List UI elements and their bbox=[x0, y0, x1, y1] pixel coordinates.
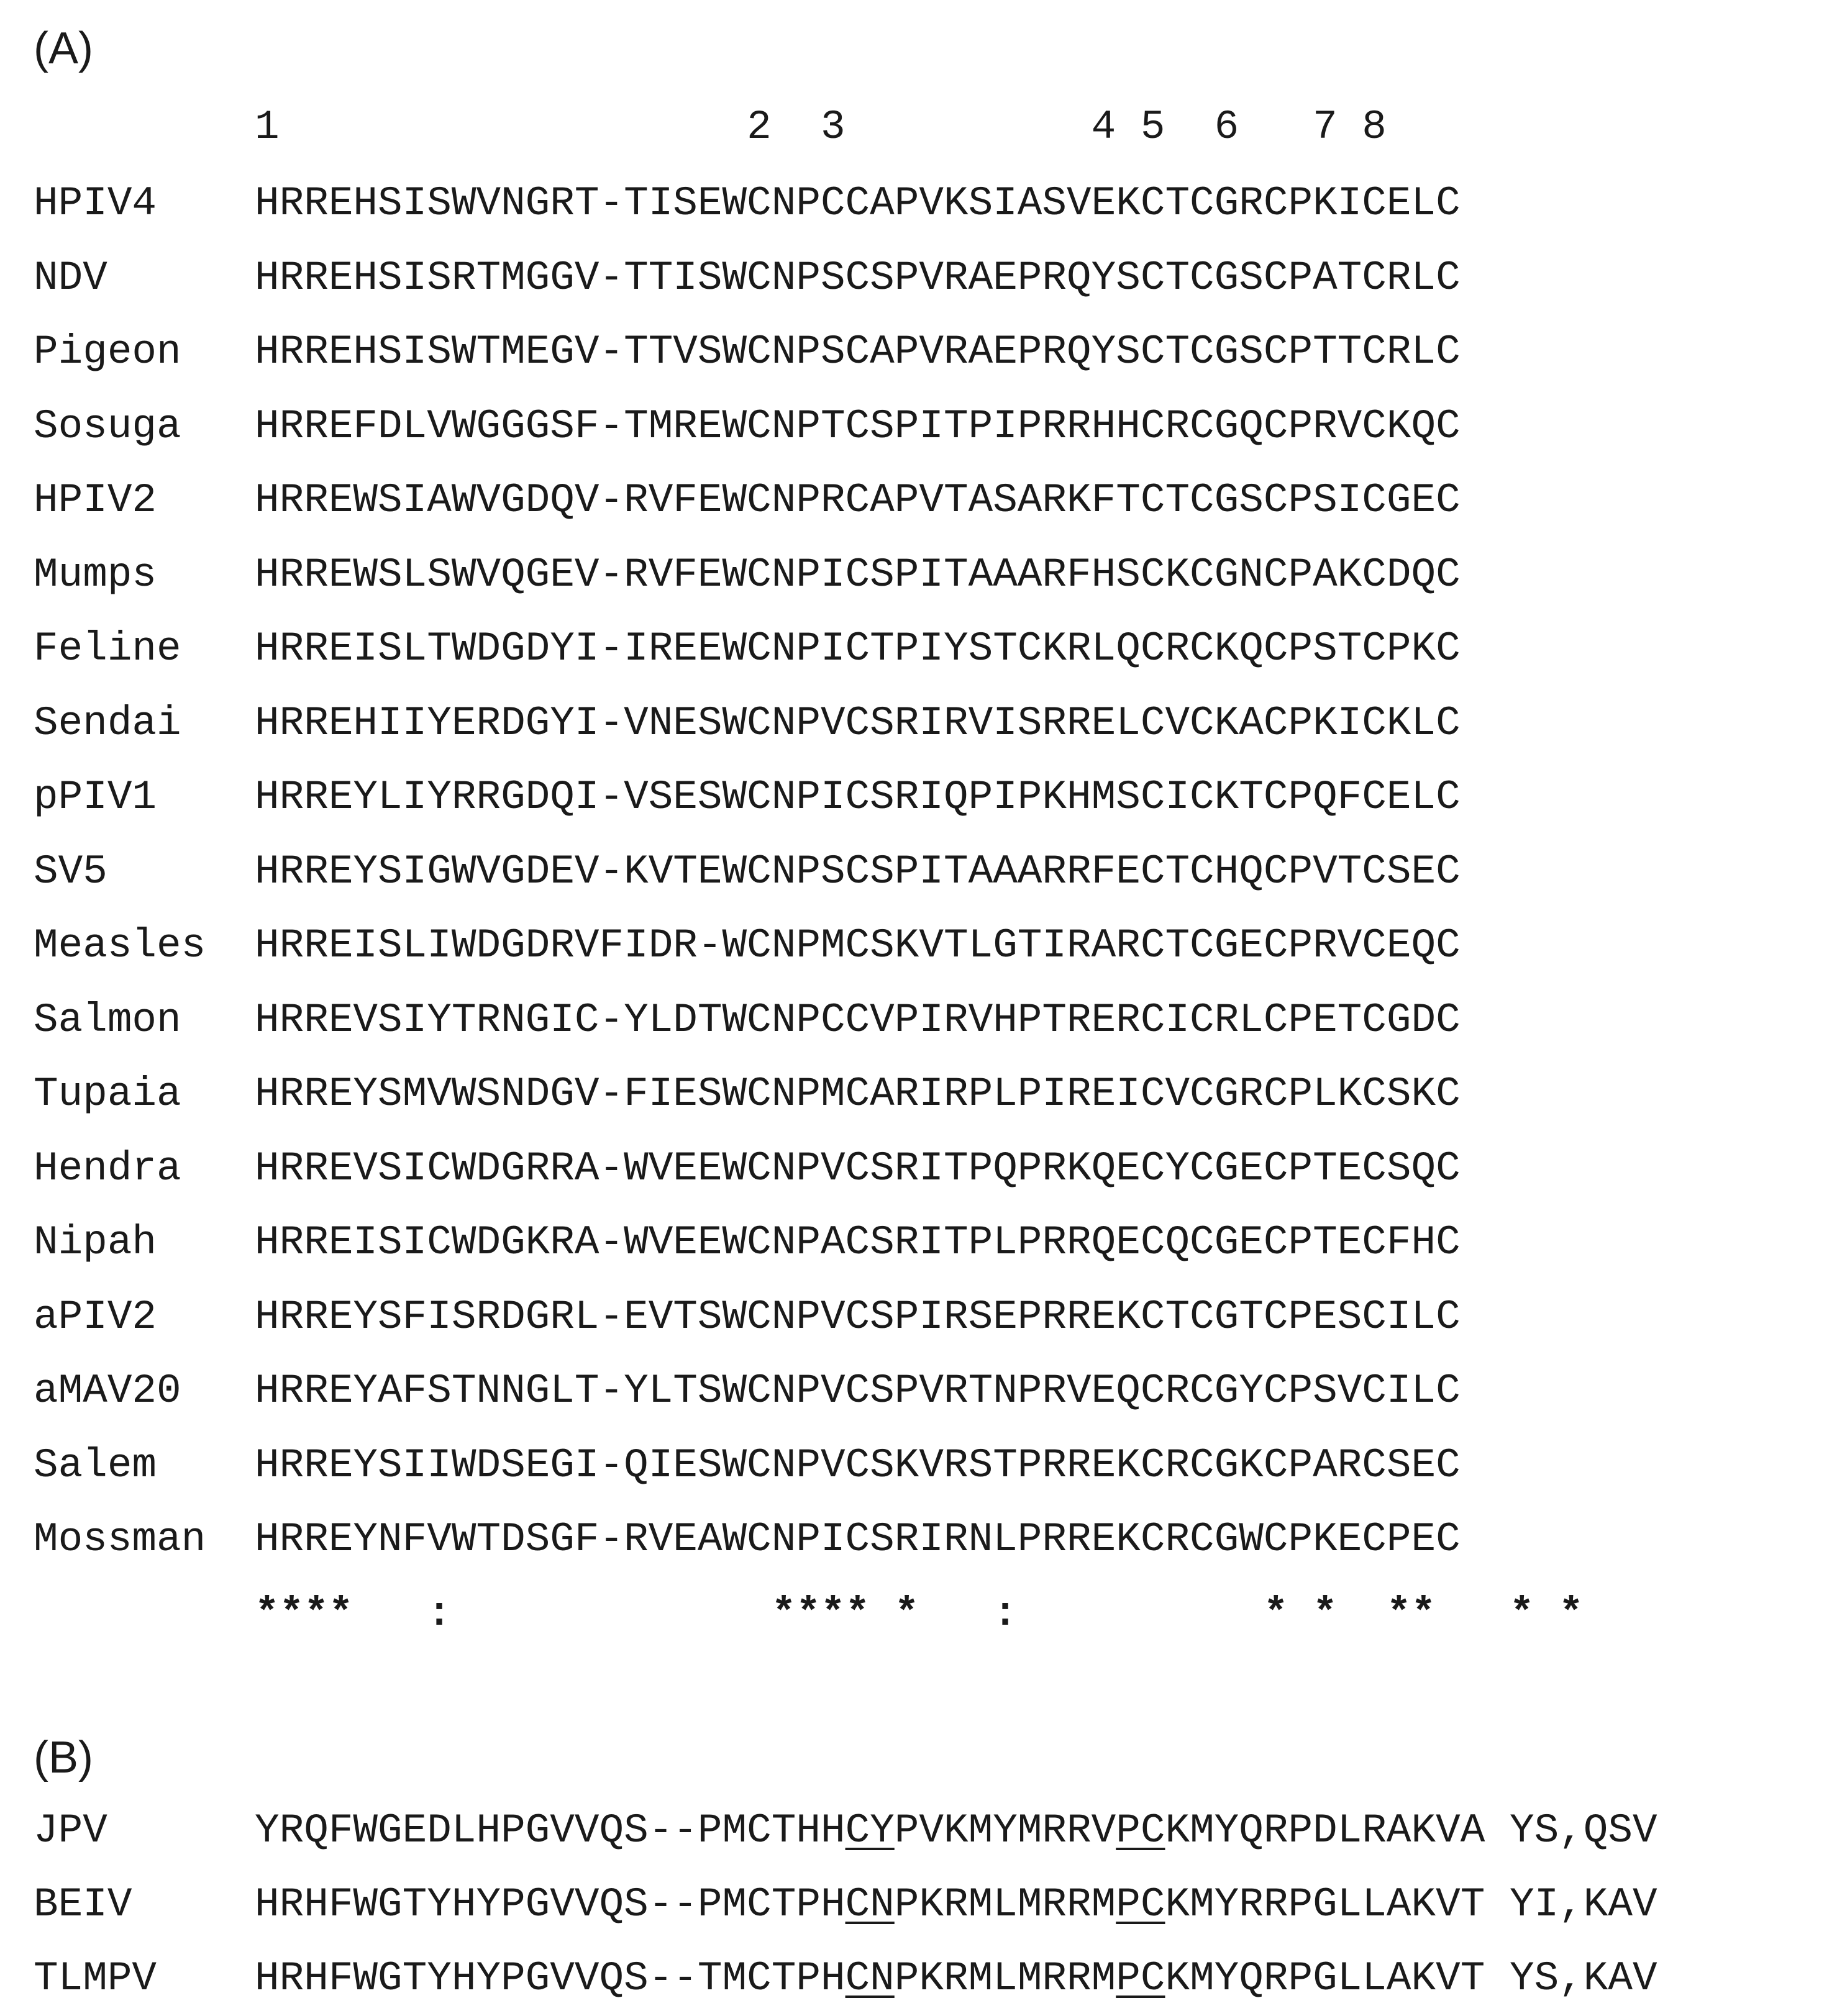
sequence-name: Salmon bbox=[34, 997, 181, 1043]
sequence-name: JPV bbox=[34, 1807, 107, 1854]
sequence-name: Feline bbox=[34, 625, 181, 672]
sequence-residues: HRREHSISRTMGGV-TTISWCNPSCSPVRAEPRQYSCTCGSCPATCRLC bbox=[255, 255, 1461, 301]
sequence-name: Mumps bbox=[34, 552, 157, 598]
conservation-line: **** : **** * : * * ** * * bbox=[255, 1591, 1584, 1637]
sequence-residues bbox=[255, 1881, 1657, 1928]
sequence-name: Sendai bbox=[34, 700, 181, 747]
sequence-residues: HRREHIIYERDGYI-VNESWCNPVCSRIRVISRRELCVCKACPKICKLC bbox=[255, 700, 1461, 747]
sequence-residues: HRREISICWDGKRA-WVEEWCNPACSRITPLPRRQECQCGECPTECFHC bbox=[255, 1219, 1461, 1266]
sequence-name: Hendra bbox=[34, 1145, 181, 1192]
sequence-name: Measles bbox=[34, 922, 206, 969]
sequence-name: NDV bbox=[34, 255, 107, 301]
sequence-residues: HRREYNFVWTDSGF-RVEAWCNPICSRIRNLPRREKCRCGWCPKECPEC bbox=[255, 1516, 1461, 1563]
sequence-name: pPIV1 bbox=[34, 774, 157, 820]
sequence-name: Sosuga bbox=[34, 403, 181, 450]
residues-segment: PVKMYMRRV bbox=[894, 1807, 1116, 1854]
sequence-residues: HRREISLTWDGDYI-IREEWCNPICTPIYSTCKRLQCRCKQCPSTCPKC bbox=[255, 625, 1461, 672]
sequence-name: Mossman bbox=[34, 1516, 206, 1563]
sequence-name: BEIV bbox=[34, 1881, 132, 1928]
underlined-motif: CY bbox=[845, 1807, 895, 1854]
sequence-name: aMAV20 bbox=[34, 1368, 181, 1414]
sequence-name: SV5 bbox=[34, 848, 107, 895]
sequence-residues: HRREYAFSTNNGLT-YLTSWCNPVCSPVRTNPRVEQCRCGYCPSVCILC bbox=[255, 1368, 1461, 1414]
sequence-residues: HRREISLIWDGDRVFIDR-WCNPMCSKVTLGTIRARCTCGECPRVCEQC bbox=[255, 922, 1461, 969]
sequence-residues: HRREHSISWTMEGV-TTVSWCNPSCAPVRAEPRQYSCTCGSCPTTCRLC bbox=[255, 329, 1461, 375]
panel-b-label: (B) bbox=[34, 1733, 93, 1782]
sequence-residues: HRREYSMVWSNDGV-FIESWCNPMCARIRPLPIREICVCGRCPLKCSKC bbox=[255, 1071, 1461, 1117]
residues-segment: PKRMLMRRM bbox=[894, 1955, 1116, 2002]
residues-segment: KMYRRPGLLAKVT YI,KAV bbox=[1165, 1881, 1657, 1928]
sequence-name: TLMPV bbox=[34, 1955, 157, 2002]
residues-segment: HRHFWGTYHYPGVVQS--TMCTPH bbox=[255, 1955, 846, 2002]
residues-segment: KMYQRPDLRAKVA YS,QSV bbox=[1165, 1807, 1657, 1854]
sequence-name: Nipah bbox=[34, 1219, 157, 1266]
sequence-residues: HRREWSLSWVQGEV-RVFEWCNPICSPITAAARFHSCKCGNCPAKCDQC bbox=[255, 552, 1461, 598]
sequence-residues: HRREFDLVWGGGSF-TMREWCNPTCSPITPIPRRHHCRCGQCPRVCKQC bbox=[255, 403, 1461, 450]
underlined-motif: CN bbox=[845, 1955, 895, 2002]
underlined-motif: PC bbox=[1116, 1881, 1165, 1928]
sequence-residues bbox=[255, 1807, 1657, 1854]
residues-segment: YRQFWGEDLHPGVVQS--PMCTHH bbox=[255, 1807, 846, 1854]
sequence-residues: HRREWSIAWVGDQV-RVFEWCNPRCAPVTASARKFTCTCGSCPSICGEC bbox=[255, 477, 1461, 524]
residues-segment: HRHFWGTYHYPGVVQS--PMCTPH bbox=[255, 1881, 846, 1928]
sequence-name: aPIV2 bbox=[34, 1294, 157, 1340]
sequence-name: Tupaia bbox=[34, 1071, 181, 1117]
sequence-name: Salem bbox=[34, 1442, 157, 1489]
sequence-residues: HRREYSFISRDGRL-EVTSWCNPVCSPIRSEPRREKCTCGTCPESCILC bbox=[255, 1294, 1461, 1340]
sequence-residues bbox=[255, 1955, 1657, 2002]
sequence-residues: HRREVSICWDGRRA-WVEEWCNPVCSRITPQPRKQECYCGECPTECSQC bbox=[255, 1145, 1461, 1192]
underlined-motif: PC bbox=[1116, 1807, 1165, 1854]
position-numbers: 1 2 3 4 5 6 7 8 bbox=[255, 104, 1387, 150]
underlined-motif: PC bbox=[1116, 1955, 1165, 2002]
sequence-residues: HRREHSISWVNGRT-TISEWCNPCCAPVKSIASVEKCTCGRCPKICELC bbox=[255, 180, 1461, 227]
panel-a-label: (A) bbox=[34, 24, 93, 73]
sequence-residues: HRREYSIIWDSEGI-QIESWCNPVCSKVRSTPRREKCRCGKCPARCSEC bbox=[255, 1442, 1461, 1489]
sequence-residues: HRREYSIGWVGDEV-KVTEWCNPSCSPITAAARRFECTCHQCPVTCSEC bbox=[255, 848, 1461, 895]
sequence-name: HPIV2 bbox=[34, 477, 157, 524]
sequence-residues: HRREVSIYTRNGIC-YLDTWCNPCCVPIRVHPTRERCICRLCPETCGDC bbox=[255, 997, 1461, 1043]
sequence-name: Pigeon bbox=[34, 329, 181, 375]
residues-segment: KMYQRPGLLAKVT YS,KAV bbox=[1165, 1955, 1657, 2002]
underlined-motif: CN bbox=[845, 1881, 895, 1928]
sequence-residues: HRREYLIYRRGDQI-VSESWCNPICSRIQPIPKHMSCICKTCPQFCELC bbox=[255, 774, 1461, 820]
sequence-name: HPIV4 bbox=[34, 180, 157, 227]
residues-segment: PKRMLMRRM bbox=[894, 1881, 1116, 1928]
